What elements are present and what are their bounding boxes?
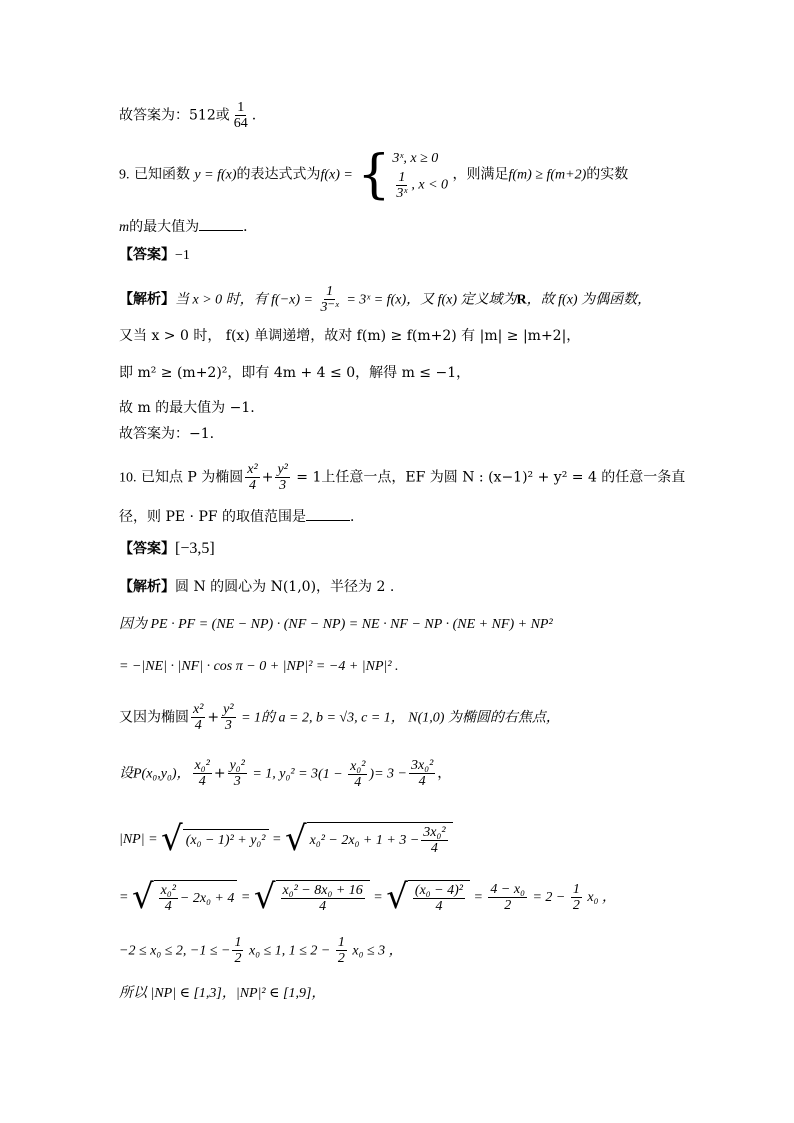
prev-answer-text: 故答案为：512或 bbox=[119, 107, 230, 124]
q9-piecewise: { 3ˣ, x ≥ 0 $\frac{1}{\text{3ˣ}}$ , x < 0 bbox=[357, 144, 449, 205]
q9-analysis-5: 故答案为：−1. bbox=[119, 426, 215, 442]
q9-analysis-4: 故 m 的最大值为 −1. bbox=[119, 400, 255, 416]
q9-analysis-1: 【解析】当 x > 0 时，有 f(−x) = $\frac{1}{\text{3⁻ˣ}}$ = 3ˣ = f(x)，又 f(x) 定义域为R，故 f(x) 为偶函数， bbox=[119, 284, 652, 315]
q9-analysis-3: 即 m² ≥ (m+2)²，即有 4m + 4 ≤ 0，解得 m ≤ −1， bbox=[119, 365, 471, 381]
q9-answer: 【答案】−1 bbox=[119, 247, 190, 263]
q10-analysis-4: 又因为椭圆 $\frac{\text{x²}}{4}$ + $\frac{\text{y²}}{3}$ = 1的 a = 2, b = √3, c = 1， N(1,0) 为椭圆的右焦点， bbox=[119, 702, 560, 733]
q10-analysis-8: −2 ≤ x₀ ≤ 2, −1 ≤ − $\frac{1}{2}$ x₀ ≤ 1, 1 ≤ 2 − $\frac{1}{2}$ x₀ ≤ 3 ， bbox=[119, 935, 403, 966]
q10-stem: 10. 已知点 P 为椭圆 $\frac{\text{x²}}{4}$ + $\frac{\text{y²}}{3}$ = 1上任意一点，EF 为圆 N : (x−1)² + y² = 4 的任意一条直 bbox=[119, 462, 686, 493]
q10-answer: 【答案】[−3,5] bbox=[119, 540, 215, 557]
q10-analysis-2: 因为 PE · PF = (NE − NP) · (NF − NP) = NE · NF − NP · (NE + NF) + NP² bbox=[119, 617, 553, 632]
q10-number: 10. bbox=[119, 470, 137, 486]
q9-blank bbox=[199, 218, 243, 231]
q10-analysis-7: = √ $\frac{\text{x₀²}}{4}$ − 2x₀ + 4 = √ $\frac{\text{x₀² − 8x₀ + 16}}{4}$ = √ $\frac{\text{(x₀ − 4)²}}{4}$ = $\frac{\text{4 − x₀}}{2}$ = 2 − $\frac{1}{2}$ x₀ ， bbox=[119, 877, 616, 917]
q10-analysis-3: = −|NE| · |NF| · cos π − 0 + |NP|² = −4 + |NP|² . bbox=[119, 659, 399, 674]
q9-stem: 9. 已知函数 y = f(x)的表达式式为f(x) = { 3ˣ, x ≥ 0 $\frac{1}{\text{3ˣ}}$ , x < 0 ，则满足f(m) ≥ f(m+2)的实数 bbox=[119, 144, 629, 205]
q10-analysis-1: 【解析】圆 N 的圆心为 N(1,0)，半径为 2 . bbox=[119, 579, 395, 595]
q10-blank bbox=[306, 508, 350, 521]
prev-answer-line: 故答案为：512或 $\frac{1}{64}$ . bbox=[119, 100, 257, 131]
q10-analysis-5: 设P(x₀,y₀)， $\frac{\text{x₀²}}{4}$ + $\frac{\text{y₀²}}{3}$ = 1, y₀² = 3(1 − $\frac{\text{x₀²}}{4}$ )= 3 − $\frac{\text{3x₀²}}{4}$ ， bbox=[119, 758, 452, 790]
q9-number: 9. bbox=[119, 167, 130, 183]
q10-analysis-6: |NP| = √ (x₀ − 1)² + y₀² = √ x₀² − 2x₀ + 1 + 3 − $\frac{\text{3x₀²}}{4}$ bbox=[119, 822, 453, 856]
prev-answer-fraction: $\frac{1}{64}$ bbox=[233, 100, 248, 131]
q9-analysis-2: 又当 x > 0 时， f(x) 单调递增，故对 f(m) ≥ f(m+2) 有 |m| ≥ |m+2|， bbox=[119, 328, 581, 344]
q10-analysis-9: 所以 |NP| ∈ [1,3]，|NP|² ∈ [1,9]， bbox=[119, 986, 326, 1001]
q9-stem-line2: m的最大值为 ． bbox=[119, 219, 258, 235]
q10-stem-line2: 径，则 PE · PF 的取值范围是 ． bbox=[119, 509, 365, 525]
